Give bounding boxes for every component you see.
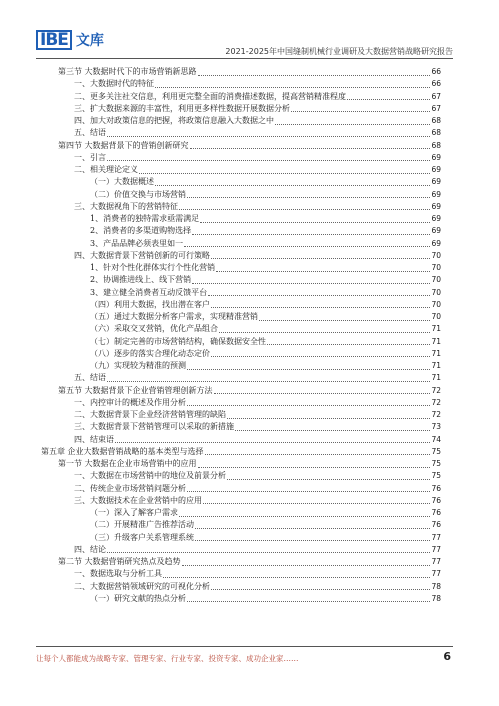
brand-logo[interactable] <box>36 30 104 50</box>
toc-entry-page: 71 <box>431 373 441 383</box>
toc-entry-page: 69 <box>431 201 441 211</box>
toc-entry[interactable] <box>58 311 441 323</box>
toc-entry-title: 四、结束语 <box>74 434 114 444</box>
toc-leader-dots <box>107 152 430 161</box>
toc-entry-page: 70 <box>431 250 441 260</box>
toc-leader-dots <box>211 348 430 357</box>
toc-leader-dots <box>235 422 430 431</box>
toc-entry[interactable] <box>58 91 441 103</box>
toc-entry-title: 第五节 大数据背景下企业营销管理创新方法 <box>58 385 213 395</box>
toc-entry-title: 三、扩大数据来源的丰富性，利用更多样性数据开展数据分析 <box>74 103 290 113</box>
toc-entry[interactable] <box>58 458 441 470</box>
toc-entry-page: 72 <box>431 410 441 419</box>
toc-leader-dots <box>195 520 430 529</box>
toc-leader-dots <box>107 373 430 382</box>
toc-entry-page: 78 <box>431 593 441 603</box>
toc-leader-dots <box>227 471 430 480</box>
toc-leader-dots <box>211 250 430 259</box>
toc-entry-page: 77 <box>431 544 441 554</box>
toc-entry[interactable] <box>58 127 441 139</box>
toc-entry-page: 75 <box>431 471 441 481</box>
toc-entry-page: 67 <box>431 103 441 113</box>
toc-entry-title: 1、消费者的独特需求亟需满足 <box>90 214 200 223</box>
toc-entry-page: 69 <box>431 165 441 174</box>
toc-leader-dots <box>179 201 430 210</box>
toc-entry-title: （一）大数据概述 <box>90 177 154 187</box>
toc-entry[interactable] <box>58 532 441 544</box>
toc-entry[interactable] <box>58 556 441 568</box>
toc-entry[interactable] <box>58 421 441 433</box>
toc-entry-title: 一、数据选取与分析工具 <box>74 569 162 579</box>
toc-entry-title: （一）研究文献的热点分析 <box>90 593 186 603</box>
toc-leader-dots <box>190 140 431 149</box>
toc-entry-title: （八）逐步的落实合理化动态定价 <box>90 348 210 358</box>
toc-entry-page: 71 <box>431 336 441 346</box>
toc-entry[interactable] <box>41 446 441 458</box>
toc-entry-title: 二、相关理论定义 <box>74 165 138 174</box>
toc-entry[interactable] <box>58 287 441 299</box>
toc-entry-title: 五、结语 <box>74 128 106 138</box>
toc-entry-title: 二、传统企业市场营销问题分析 <box>74 483 186 493</box>
toc-entry[interactable] <box>58 66 441 78</box>
toc-entry[interactable] <box>58 470 441 482</box>
toc-entry-title: 3、产品品牌必须表里如一 <box>90 238 184 248</box>
toc-entry-page: 76 <box>431 483 441 493</box>
toc-entry-page: 77 <box>431 557 441 566</box>
toc-entry-title: 3、建立健全消费者互动反馈平台 <box>90 287 208 297</box>
toc-entry-page: 68 <box>431 116 441 125</box>
toc-leader-dots <box>267 336 430 345</box>
toc-entry[interactable] <box>58 360 441 372</box>
toc-entry[interactable] <box>58 544 441 556</box>
toc-entry-page: 72 <box>431 397 441 407</box>
logo-text: 文库 <box>75 33 104 49</box>
header-divider <box>36 58 453 59</box>
toc-entry-title: 2、消费者的多渠道购物选择 <box>90 226 192 236</box>
toc-entry-page: 72 <box>431 385 441 395</box>
toc-entry[interactable] <box>58 152 441 164</box>
toc-entry[interactable] <box>58 299 441 311</box>
toc-entry-title: 第五章 企业大数据营销战略的基本类型与选择 <box>41 446 204 456</box>
toc-entry-page: 66 <box>431 79 441 89</box>
toc-leader-dots <box>192 226 430 235</box>
toc-entry[interactable] <box>58 103 441 115</box>
toc-entry[interactable] <box>58 483 441 495</box>
toc-entry[interactable] <box>58 336 441 348</box>
toc-leader-dots <box>211 299 430 308</box>
toc-entry-title: 一、大数据时代的特征 <box>74 79 154 89</box>
toc-leader-dots <box>195 532 430 541</box>
toc-entry-page: 69 <box>431 152 441 162</box>
toc-entry-page: 77 <box>431 532 441 542</box>
toc-leader-dots <box>107 544 430 553</box>
toc-leader-dots <box>205 446 431 455</box>
footer-slogan: 让每个人都能成为战略专家、管理专家、行业专家、投资专家、成功企业家…… <box>36 654 299 663</box>
toc-entry-title: 二、大数据营销领域研究的可视化分析 <box>74 581 210 591</box>
toc-entry[interactable] <box>58 262 441 274</box>
toc-entry[interactable] <box>58 164 441 176</box>
toc-leader-dots <box>203 495 430 504</box>
toc-entry-page: 76 <box>431 508 441 517</box>
toc-entry-page: 78 <box>431 581 441 591</box>
toc-entry-title: 第四节 大数据背景下的营销创新研究 <box>58 140 189 150</box>
toc-leader-dots <box>107 128 430 137</box>
toc-leader-dots <box>155 177 430 186</box>
toc-entry[interactable] <box>58 225 441 237</box>
toc-entry[interactable] <box>58 176 441 188</box>
toc-entry[interactable] <box>58 519 441 531</box>
toc-entry[interactable] <box>58 274 441 286</box>
toc-leader-dots <box>198 459 431 468</box>
toc-entry-title: 第三节 大数据时代下的市场营销新思路 <box>58 67 197 76</box>
toc-entry-title: 2、协调推进线上、线下营销 <box>90 275 192 285</box>
toc-entry-title: 二、更多关注社交信息，利用更完整全面的消费描述数据，提高营销精准程度 <box>74 91 346 101</box>
toc-entry[interactable] <box>58 434 441 446</box>
toc-leader-dots <box>275 116 430 125</box>
toc-entry[interactable] <box>58 115 441 127</box>
toc-entry-title: 四、加大对政策信息的把握，将政策信息融入大数据之中 <box>74 116 274 125</box>
toc-leader-dots <box>155 79 430 88</box>
toc-leader-dots <box>211 581 430 590</box>
toc-entry[interactable] <box>58 213 441 225</box>
toc-entry-page: 75 <box>431 446 441 456</box>
toc-entry-page: 70 <box>431 299 441 309</box>
toc-entry-title: 三、大数据技术在企业营销中的应用 <box>74 495 202 505</box>
toc-entry[interactable] <box>58 409 441 421</box>
toc-leader-dots <box>214 385 431 394</box>
toc-entry-page: 69 <box>431 177 441 187</box>
toc-entry[interactable] <box>58 397 441 409</box>
toc-entry-title: 第二节 大数据营销研究热点及趋势 <box>58 557 181 566</box>
toc-leader-dots <box>187 361 430 370</box>
toc-entry-page: 77 <box>431 569 441 579</box>
toc-entry[interactable] <box>58 495 441 507</box>
toc-entry-page: 69 <box>431 226 441 236</box>
toc-entry-page: 66 <box>431 67 441 76</box>
toc-entry-page: 67 <box>431 91 441 101</box>
toc-entry[interactable] <box>58 78 441 90</box>
toc-entry[interactable] <box>58 250 441 262</box>
toc-entry-title: 1、针对个性化群体实行个性化营销 <box>90 263 216 272</box>
toc-entry-page: 69 <box>431 214 441 223</box>
toc-leader-dots <box>187 189 430 198</box>
toc-leader-dots <box>163 569 430 578</box>
toc-entry-title: （七）制定完善的市场营销结构，确保数据安全性 <box>90 336 266 346</box>
toc-entry[interactable] <box>58 568 441 580</box>
toc-entry-title: 二、大数据背景下企业经济营销管理的缺陷 <box>74 410 226 419</box>
toc-entry-title: （二）开展精准广告推荐活动 <box>90 520 194 530</box>
toc-entry-title: （四）利用大数据，找出潜在客户 <box>90 299 210 309</box>
toc-entry[interactable] <box>58 372 441 384</box>
footer-divider <box>36 646 453 647</box>
toc-leader-dots <box>200 214 430 223</box>
toc-leader-dots <box>198 67 431 76</box>
toc-entry-title: 一、内控审计的概述及作用分析 <box>74 397 186 407</box>
toc-leader-dots <box>187 397 430 406</box>
toc-leader-dots <box>259 312 430 321</box>
toc-entry-page: 70 <box>431 263 441 272</box>
toc-entry-page: 70 <box>431 312 441 321</box>
toc-entry-page: 68 <box>431 140 441 150</box>
toc-entry-title: 一、大数据在市场营销中的地位及前景分析 <box>74 471 226 481</box>
toc-entry[interactable] <box>58 593 441 605</box>
toc-entry-title: （六）采取交叉营销，优化产品组合 <box>90 324 218 334</box>
toc-entry-title: （一）深入了解客户需求 <box>90 508 178 517</box>
toc-leader-dots <box>179 508 430 517</box>
toc-leader-dots <box>347 91 430 100</box>
toc-entry-title: （五）通过大数据分析客户需求，实现精准营销 <box>90 312 258 321</box>
toc-entry-page: 74 <box>431 434 441 444</box>
toc-entry-title: 三、大数据视角下的营销特征 <box>74 201 178 211</box>
toc-entry-page: 76 <box>431 495 441 505</box>
toc-entry[interactable] <box>58 201 441 213</box>
table-of-contents <box>41 66 441 605</box>
toc-entry-page: 71 <box>431 324 441 334</box>
toc-leader-dots <box>216 263 430 272</box>
page-number: 6 <box>443 650 451 663</box>
toc-entry-title: 三、大数据背景下营销管理可以采取的新措施 <box>74 422 234 432</box>
toc-entry-title: （二）价值交换与市场营销 <box>90 189 186 199</box>
toc-entry-title: （三）升级客户关系管理系统 <box>90 532 194 542</box>
toc-leader-dots <box>187 593 430 602</box>
toc-entry[interactable] <box>58 507 441 519</box>
toc-entry[interactable] <box>58 323 441 335</box>
toc-entry-page: 71 <box>431 348 441 358</box>
toc-leader-dots <box>227 410 430 419</box>
toc-entry-title: 第一节 大数据在企业市场营销中的应用 <box>58 459 197 468</box>
toc-entry[interactable] <box>58 348 441 360</box>
toc-entry[interactable] <box>58 581 441 593</box>
toc-entry-page: 69 <box>431 238 441 248</box>
page-header <box>0 0 499 66</box>
toc-leader-dots <box>115 434 430 443</box>
toc-entry-page: 71 <box>431 361 441 370</box>
document-title: 2021-2025年中国缝制机械行业调研及大数据营销战略研究报告 <box>225 47 453 56</box>
toc-entry-page: 68 <box>431 128 441 138</box>
toc-entry-page: 75 <box>431 459 441 468</box>
toc-entry-page: 73 <box>431 422 441 432</box>
toc-leader-dots <box>291 103 430 112</box>
toc-leader-dots <box>182 557 431 566</box>
logo-mark: IBE <box>36 30 72 50</box>
toc-entry-page: 70 <box>431 275 441 285</box>
toc-entry[interactable] <box>58 385 441 397</box>
toc-entry-title: 一、引言 <box>74 152 106 162</box>
toc-leader-dots <box>187 483 430 492</box>
toc-leader-dots <box>139 165 430 174</box>
toc-entry-page: 69 <box>431 189 441 199</box>
toc-entry[interactable] <box>58 238 441 250</box>
toc-entry[interactable] <box>58 140 441 152</box>
toc-entry-page: 70 <box>431 287 441 297</box>
toc-leader-dots <box>208 287 430 296</box>
toc-leader-dots <box>219 324 430 333</box>
toc-entry-page: 76 <box>431 520 441 530</box>
toc-entry-title: （九）实现较为精准的预测 <box>90 361 186 370</box>
toc-entry-title: 四、大数据背景下营销创新的可行策略 <box>74 250 210 260</box>
toc-leader-dots <box>184 238 430 247</box>
toc-entry[interactable] <box>58 189 441 201</box>
toc-leader-dots <box>192 275 430 284</box>
toc-entry-title: 四、结论 <box>74 544 106 554</box>
toc-entry-title: 五、结语 <box>74 373 106 383</box>
